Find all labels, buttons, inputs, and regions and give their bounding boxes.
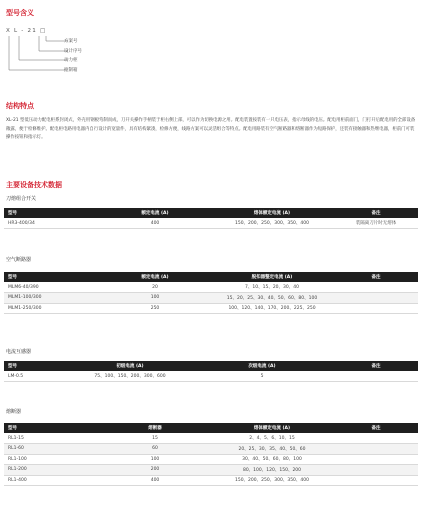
table-row bbox=[4, 444, 418, 455]
section-title-features: 结构特点 bbox=[6, 102, 34, 110]
cell: 20、25、30、35、40、50、60 bbox=[210, 444, 334, 455]
header-cell: 熔断器 bbox=[100, 423, 210, 433]
label-design-no: 设计序号 bbox=[64, 49, 82, 54]
header-cell: 备注 bbox=[334, 208, 418, 218]
cell: 5 bbox=[190, 371, 334, 382]
label-control-box: 控制箱 bbox=[64, 68, 78, 73]
cell: RL1-200 bbox=[4, 465, 100, 476]
cell: 100 bbox=[100, 454, 210, 465]
cell: 100 bbox=[100, 293, 210, 304]
table-title-current-transformer: 电流互感器 bbox=[6, 349, 32, 355]
header-cell: 额定电流 (A) bbox=[100, 208, 210, 218]
header-cell: 脱扣器整定电流 (A) bbox=[210, 272, 334, 282]
table-air-breaker bbox=[4, 272, 418, 314]
cell: RL1-60 bbox=[4, 444, 100, 455]
cell: 60 bbox=[100, 444, 210, 455]
header-cell: 备注 bbox=[334, 423, 418, 433]
header-cell: 型号 bbox=[4, 208, 100, 218]
cell: 15 bbox=[100, 433, 210, 444]
cell: 80、100、120、150、200 bbox=[210, 465, 334, 476]
model-diagram bbox=[6, 34, 106, 76]
cell: RL1-400 bbox=[4, 475, 100, 486]
cell: 150、200、250、300、350、400 bbox=[210, 218, 334, 229]
cell: MLM1-100/300 bbox=[4, 293, 100, 304]
table-row bbox=[4, 371, 418, 382]
table-row bbox=[4, 465, 418, 476]
header-cell: 初级电流 (A) bbox=[70, 361, 190, 371]
table-row bbox=[4, 293, 418, 304]
cell: 400 bbox=[100, 218, 210, 229]
label-power-cabinet: 动力柜 bbox=[64, 58, 78, 63]
table-title-air-breaker: 空气断路器 bbox=[6, 257, 32, 263]
table-row bbox=[4, 475, 418, 486]
header-cell: 备注 bbox=[334, 272, 418, 282]
cell: 150、200、250、300、350、400 bbox=[210, 475, 334, 486]
cell: MLM1-250/300 bbox=[4, 303, 100, 314]
cell bbox=[334, 371, 418, 382]
header-cell: 熔体额定电流 (A) bbox=[210, 208, 334, 218]
cell bbox=[334, 444, 418, 455]
header-cell: 型号 bbox=[4, 423, 100, 433]
header-cell: 备注 bbox=[334, 361, 418, 371]
table-row bbox=[4, 454, 418, 465]
model-code: X L - 21 □ bbox=[6, 28, 47, 34]
section-title-tech-data: 主要设备技术数据 bbox=[6, 181, 62, 189]
cell: 7、10、15、20、30、40 bbox=[210, 282, 334, 293]
table-row bbox=[4, 303, 418, 314]
cell bbox=[334, 475, 418, 486]
table-title-fuse: 熔断器 bbox=[6, 409, 22, 415]
cell bbox=[334, 433, 418, 444]
table-row bbox=[4, 282, 418, 293]
cell bbox=[334, 303, 418, 314]
table-title-knife-fuse: 刀熔组合开关 bbox=[6, 196, 37, 202]
cell: 2、4、5、6、10、15 bbox=[210, 433, 334, 444]
cell: 75、100、150、200、300、600 bbox=[70, 371, 190, 382]
header-cell: 熔体额定电流 (A) bbox=[210, 423, 334, 433]
cell bbox=[334, 465, 418, 476]
cell: MLM6-40/390 bbox=[4, 282, 100, 293]
header-cell: 型号 bbox=[4, 272, 100, 282]
header-cell: 型号 bbox=[4, 361, 70, 371]
cell: HR3-400/34 bbox=[4, 218, 100, 229]
table-current-transformer bbox=[4, 361, 418, 382]
cell: 20 bbox=[100, 282, 210, 293]
cell bbox=[334, 454, 418, 465]
cell: RL1-100 bbox=[4, 454, 100, 465]
table-row bbox=[4, 433, 418, 444]
label-scheme-no: 方案号 bbox=[64, 39, 78, 44]
cell bbox=[334, 282, 418, 293]
features-paragraph: XL-21 型低压动力配电柜系封闭式，外壳用钢板弯制而成，刀开关操作手柄装于柜右侧上部，可以作为切换电源之用。配电装置按装有一只电压表，指示母线的电压。配电用柜前面门，门打开后配电用的全部设备敞露，便于检修维护。配电柜电路用电器内自行设计的宽量件，具有结构紧凑，检修方便，线路方案可以灵活组合等特点。配电用路装有空气断路器和熔断器作为短路保护，还装有接触器和热继电器，柜前门可装操作按钮和指示灯。 bbox=[6, 118, 416, 140]
table-row bbox=[4, 218, 418, 229]
cell: 250 bbox=[100, 303, 210, 314]
section-title-model: 型号含义 bbox=[6, 9, 34, 17]
cell: 装隔离刀片时无熔体 bbox=[334, 218, 418, 229]
cell: 100、120、140、170、200、225、250 bbox=[210, 303, 334, 314]
cell: 400 bbox=[100, 475, 210, 486]
header-cell: 次级电流 (A) bbox=[190, 361, 334, 371]
cell: LM-0.5 bbox=[4, 371, 70, 382]
table-knife-fuse bbox=[4, 208, 418, 229]
cell bbox=[334, 293, 418, 304]
cell: 200 bbox=[100, 465, 210, 476]
cell: RL1-15 bbox=[4, 433, 100, 444]
header-cell: 额定电流 (A) bbox=[100, 272, 210, 282]
table-fuse bbox=[4, 423, 418, 486]
cell: 15、20、25、30、40、50、60、80、100 bbox=[210, 293, 334, 304]
cell: 30、40、50、60、80、100 bbox=[210, 454, 334, 465]
